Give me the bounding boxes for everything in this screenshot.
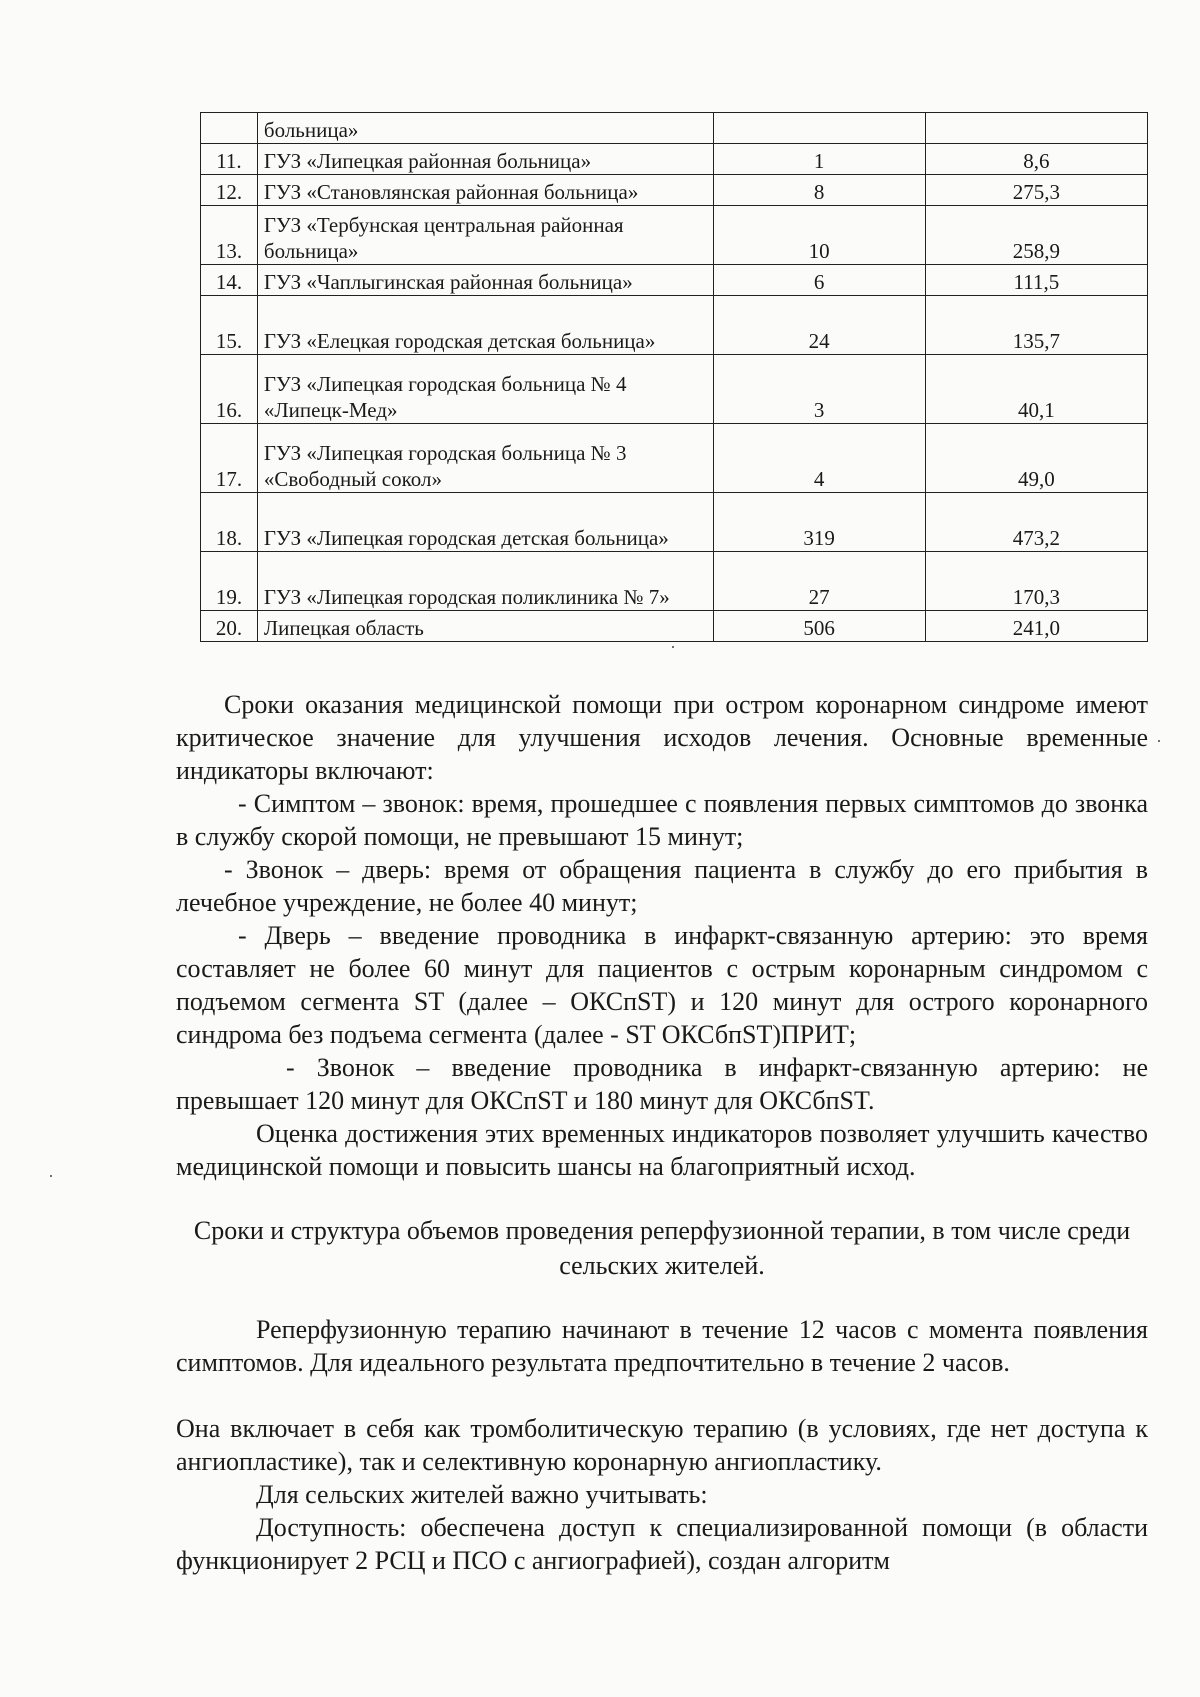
paragraph-call-guidewire: - Звонок – введение проводника в инфаркт-связанную артерию: не превышает 120 минут для ОКСпST и 180 минут для ОКСбпST. [176, 1053, 1148, 1115]
institution-name: ГУЗ «Липецкая районная больница» [257, 144, 713, 175]
case-count [713, 113, 925, 144]
institution-name: ГУЗ «Липецкая городская больница № 3 «Свободный сокол» [257, 424, 713, 493]
case-count: 6 [713, 265, 925, 296]
case-count: 319 [713, 493, 925, 552]
case-rate: 111,5 [925, 265, 1147, 296]
case-rate: 135,7 [925, 296, 1147, 355]
paragraph-reperfusion-methods: Она включает в себя как тромболитическую терапию (в условиях, где нет доступа к ангиопластике), так и селективную коронарную ангиопластику. [176, 1414, 1148, 1476]
case-rate: 275,3 [925, 175, 1147, 206]
row-number: 20. [201, 611, 258, 642]
paragraph-reperfusion-start: Реперфузионную терапию начинают в течение 12 часов с момента появления симптомов. Для идеального результата предпочтительно в течение 2 часов. [176, 1315, 1148, 1377]
paragraph-time-indicators-intro: Сроки оказания медицинской помощи при остром коронарном синдроме имеют критическое значение для улучшения исходов лечения. Основные временные индикаторы включают: [176, 690, 1148, 785]
case-rate: 40,1 [925, 355, 1147, 424]
case-rate: 8,6 [925, 144, 1147, 175]
row-number: 14. [201, 265, 258, 296]
institution-name: ГУЗ «Становлянская районная больница» [257, 175, 713, 206]
institution-name: Липецкая область [257, 611, 713, 642]
case-rate [925, 113, 1147, 144]
case-count: 4 [713, 424, 925, 493]
case-rate: 258,9 [925, 206, 1147, 265]
paragraph-accessibility: Доступность: обеспечена доступ к специализированной помощи (в области функционирует 2 РСЦ и ПСО с ангиографией), создан алгоритм [176, 1513, 1148, 1575]
table-row [201, 611, 1148, 642]
section-heading: Сроки и структура объемов проведения реперфузионной терапии, в том числе среди сельских жителей. [193, 1216, 1131, 1280]
case-rate: 241,0 [925, 611, 1147, 642]
case-count: 506 [713, 611, 925, 642]
row-number: 15. [201, 296, 258, 355]
scan-speck [50, 1175, 52, 1177]
row-number: 12. [201, 175, 258, 206]
case-count: 27 [713, 552, 925, 611]
case-count: 8 [713, 175, 925, 206]
table-row [201, 206, 1148, 265]
table-row [201, 493, 1148, 552]
hospital-data-table [200, 112, 1148, 642]
institution-name: ГУЗ «Тербунская центральная районная больница» [257, 206, 713, 265]
institution-name: больница» [257, 113, 713, 144]
scan-speck [1158, 740, 1160, 742]
table-row [201, 424, 1148, 493]
row-number: 19. [201, 552, 258, 611]
table-row [201, 355, 1148, 424]
case-count: 10 [713, 206, 925, 265]
table-row [201, 552, 1148, 611]
table-row [201, 296, 1148, 355]
institution-name: ГУЗ «Чаплыгинская районная больница» [257, 265, 713, 296]
row-number: 11. [201, 144, 258, 175]
row-number: 13. [201, 206, 258, 265]
paragraph-rural-intro: Для сельских жителей важно учитывать: [256, 1480, 708, 1509]
table-body [201, 113, 1148, 642]
institution-name: ГУЗ «Липецкая городская больница № 4 «Липецк-Мед» [257, 355, 713, 424]
paragraph-door-guidewire: - Дверь – введение проводника в инфаркт-связанную артерию: это время составляет не более 60 минут для пациентов с острым коронарным синдромом с подъемом сегмента ST (далее – ОКСпST) и 120 минут для острого коронарного синдрома без подъема сегмента (далее - ST ОКСбпST)ПРИТ; [176, 921, 1148, 1049]
table-row [201, 113, 1148, 144]
row-number: 16. [201, 355, 258, 424]
table-row [201, 175, 1148, 206]
case-rate: 473,2 [925, 493, 1147, 552]
paragraph-symptom-call: - Симптом – звонок: время, прошедшее с появления первых симптомов до звонка в службу скорой помощи, не превышают 15 минут; [176, 789, 1148, 851]
table-row [201, 144, 1148, 175]
case-count: 24 [713, 296, 925, 355]
table-row [201, 265, 1148, 296]
institution-name: ГУЗ «Липецкая городская детская больница» [257, 493, 713, 552]
paragraph-call-door: - Звонок – дверь: время от обращения пациента в службу до его прибытия в лечебное учреждение, не более 40 минут; [176, 855, 1148, 917]
row-number: 18. [201, 493, 258, 552]
scan-speck [672, 646, 674, 648]
case-rate: 170,3 [925, 552, 1147, 611]
case-count: 3 [713, 355, 925, 424]
row-number: 17. [201, 424, 258, 493]
institution-name: ГУЗ «Липецкая городская поликлиника № 7» [257, 552, 713, 611]
paragraph-assessment: Оценка достижения этих временных индикаторов позволяет улучшить качество медицинской помощи и повысить шансы на благоприятный исход. [176, 1119, 1148, 1181]
row-number [201, 113, 258, 144]
institution-name: ГУЗ «Елецкая городская детская больница» [257, 296, 713, 355]
case-rate: 49,0 [925, 424, 1147, 493]
case-count: 1 [713, 144, 925, 175]
